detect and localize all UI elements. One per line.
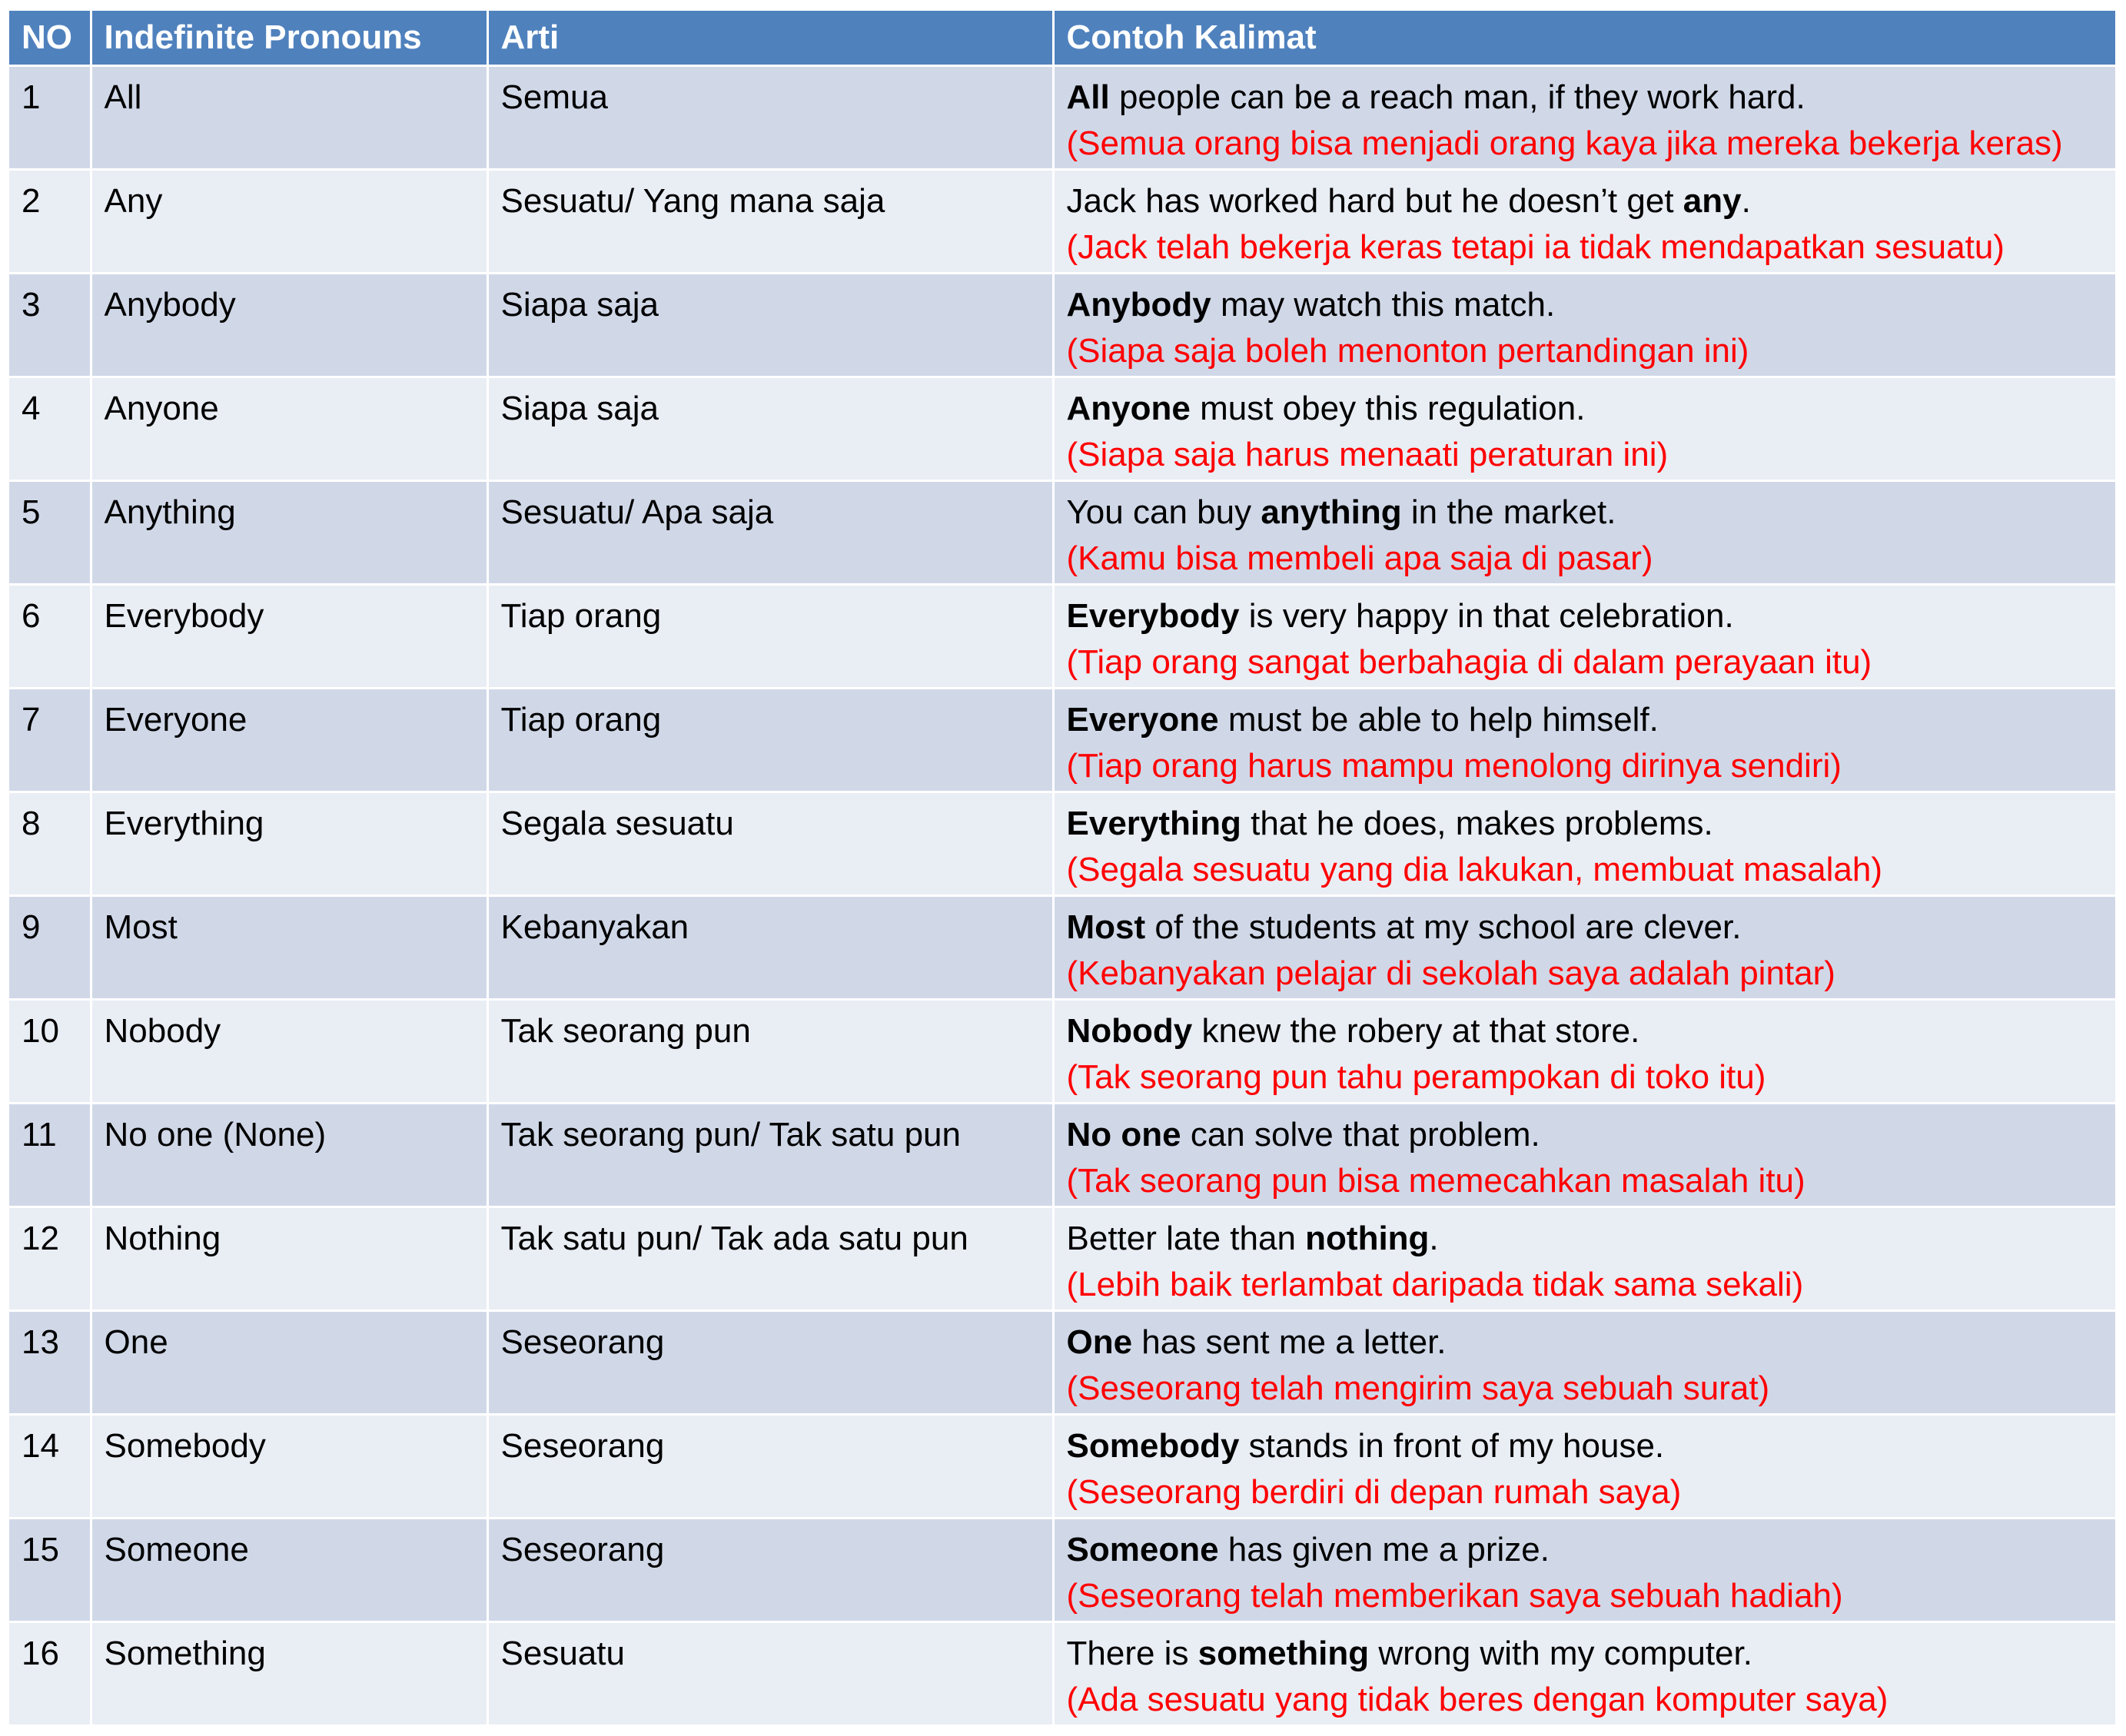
row-number: 7 xyxy=(9,689,91,792)
pronoun-table xyxy=(9,11,2115,1727)
example-sentence xyxy=(1067,1527,2104,1573)
example-after: has sent me a letter. xyxy=(1132,1323,1447,1361)
table-row xyxy=(9,1207,2115,1311)
example-cell xyxy=(1053,66,2115,170)
table-row xyxy=(9,170,2115,274)
example-pronoun: One xyxy=(1066,1323,1133,1361)
row-number: 10 xyxy=(9,1000,91,1104)
example-translation: (Siapa saja harus menaati peraturan ini) xyxy=(1066,436,1669,473)
example-before: You can buy xyxy=(1066,493,1261,531)
example-sentence xyxy=(1067,1631,2104,1677)
table-row xyxy=(9,481,2115,585)
arti-cell: Siapa saja xyxy=(487,274,1053,377)
example-cell xyxy=(1053,792,2115,896)
example-cell xyxy=(1053,1207,2115,1311)
example-pronoun: Everyone xyxy=(1066,701,1219,739)
row-number: 12 xyxy=(9,1207,91,1311)
pronoun-cell: Everybody xyxy=(91,585,487,689)
header-no: NO xyxy=(9,11,91,66)
example-before: There is xyxy=(1066,1635,1198,1672)
example-translation: (Tiap orang harus mampu menolong dirinya sendiri) xyxy=(1066,747,1842,785)
example-translation: (Ada sesuatu yang tidak beres dengan komputer saya) xyxy=(1066,1681,1888,1718)
example-after: may watch this match. xyxy=(1211,286,1556,324)
header-contoh: Contoh Kalimat xyxy=(1053,11,2115,66)
example-sentence xyxy=(1067,1423,2104,1469)
arti-cell: Semua xyxy=(487,66,1053,170)
example-after: that he does, makes problems. xyxy=(1241,805,1713,842)
example-pronoun: Anyone xyxy=(1066,390,1191,427)
row-number: 13 xyxy=(9,1311,91,1415)
example-after: can solve that problem. xyxy=(1181,1116,1540,1153)
example-cell xyxy=(1053,377,2115,481)
pronoun-cell: No one (None) xyxy=(91,1104,487,1207)
arti-cell: Kebanyakan xyxy=(487,896,1053,1000)
example-sentence xyxy=(1067,75,2104,121)
example-cell xyxy=(1053,1622,2115,1726)
pronoun-cell: Somebody xyxy=(91,1415,487,1519)
example-translation: (Kamu bisa membeli apa saja di pasar) xyxy=(1066,539,1653,577)
arti-cell: Tak satu pun/ Tak ada satu pun xyxy=(487,1207,1053,1311)
example-cell xyxy=(1053,1415,2115,1519)
example-pronoun: Everything xyxy=(1066,805,1241,842)
example-translation: (Seseorang telah mengirim saya sebuah surat) xyxy=(1066,1369,1770,1407)
pronoun-cell: Nothing xyxy=(91,1207,487,1311)
example-pronoun: anything xyxy=(1261,493,1402,531)
example-translation: (Lebih baik terlambat daripada tidak sama sekali) xyxy=(1066,1266,1804,1303)
header-arti: Arti xyxy=(487,11,1053,66)
example-after: stands in front of my house. xyxy=(1239,1427,1665,1465)
arti-cell: Tak seorang pun/ Tak satu pun xyxy=(487,1104,1053,1207)
example-cell xyxy=(1053,170,2115,274)
table-row xyxy=(9,689,2115,792)
example-before: Jack has worked hard but he doesn’t get xyxy=(1066,182,1683,220)
table-row xyxy=(9,792,2115,896)
example-sentence xyxy=(1067,1319,2104,1366)
example-cell xyxy=(1053,585,2115,689)
table-row xyxy=(9,1000,2115,1104)
pronoun-cell: Everything xyxy=(91,792,487,896)
example-pronoun: Anybody xyxy=(1066,286,1211,324)
example-translation: (Seseorang berdiri di depan rumah saya) xyxy=(1066,1473,1682,1511)
pronoun-cell: Everyone xyxy=(91,689,487,792)
pronoun-cell: Nobody xyxy=(91,1000,487,1104)
row-number: 1 xyxy=(9,66,91,170)
arti-cell: Seseorang xyxy=(487,1519,1053,1622)
example-cell xyxy=(1053,1000,2115,1104)
example-sentence xyxy=(1067,1112,2104,1158)
example-cell xyxy=(1053,481,2115,585)
row-number: 16 xyxy=(9,1622,91,1726)
example-sentence xyxy=(1067,386,2104,432)
example-translation: (Jack telah bekerja keras tetapi ia tidak mendapatkan sesuatu) xyxy=(1066,228,2005,266)
example-sentence xyxy=(1067,490,2104,536)
row-number: 11 xyxy=(9,1104,91,1207)
table-row xyxy=(9,1104,2115,1207)
example-translation: (Tiap orang sangat berbahagia di dalam perayaan itu) xyxy=(1066,643,1872,681)
example-after: of the students at my school are clever. xyxy=(1145,908,1742,946)
row-number: 6 xyxy=(9,585,91,689)
pronoun-cell: Most xyxy=(91,896,487,1000)
example-translation: (Semua orang bisa menjadi orang kaya jika mereka bekerja keras) xyxy=(1066,124,2063,162)
example-sentence xyxy=(1067,1216,2104,1262)
row-number: 4 xyxy=(9,377,91,481)
table-header-row xyxy=(9,11,2115,66)
arti-cell: Segala sesuatu xyxy=(487,792,1053,896)
example-after: must obey this regulation. xyxy=(1190,390,1586,427)
example-pronoun: Everybody xyxy=(1066,597,1240,635)
example-sentence xyxy=(1067,697,2104,743)
arti-cell: Tiap orang xyxy=(487,689,1053,792)
row-number: 15 xyxy=(9,1519,91,1622)
row-number: 2 xyxy=(9,170,91,274)
pronoun-cell: Something xyxy=(91,1622,487,1726)
example-cell xyxy=(1053,689,2115,792)
row-number: 3 xyxy=(9,274,91,377)
row-number: 5 xyxy=(9,481,91,585)
example-after: in the market. xyxy=(1401,493,1616,531)
arti-cell: Sesuatu/ Yang mana saja xyxy=(487,170,1053,274)
pronoun-cell: Someone xyxy=(91,1519,487,1622)
arti-cell: Sesuatu xyxy=(487,1622,1053,1726)
table-row xyxy=(9,377,2115,481)
example-cell xyxy=(1053,274,2115,377)
example-after: is very happy in that celebration. xyxy=(1239,597,1734,635)
table-row xyxy=(9,896,2115,1000)
arti-cell: Seseorang xyxy=(487,1415,1053,1519)
pronoun-cell: Any xyxy=(91,170,487,274)
table-row xyxy=(9,274,2115,377)
example-after: people can be a reach man, if they work hard. xyxy=(1109,78,1805,116)
example-sentence xyxy=(1067,178,2104,224)
example-cell xyxy=(1053,1311,2115,1415)
example-after: . xyxy=(1429,1220,1439,1257)
example-after: wrong with my computer. xyxy=(1369,1635,1752,1672)
example-pronoun: No one xyxy=(1066,1116,1181,1153)
pronoun-cell: Anybody xyxy=(91,274,487,377)
example-pronoun: Most xyxy=(1066,908,1146,946)
example-after: knew the robery at that store. xyxy=(1192,1012,1640,1050)
example-pronoun: something xyxy=(1198,1635,1370,1672)
example-translation: (Segala sesuatu yang dia lakukan, membuat masalah) xyxy=(1066,851,1882,888)
example-after: has given me a prize. xyxy=(1218,1531,1550,1568)
example-after: must be able to help himself. xyxy=(1218,701,1659,739)
example-sentence xyxy=(1067,282,2104,328)
table-row xyxy=(9,1311,2115,1415)
example-cell xyxy=(1053,1104,2115,1207)
example-after: . xyxy=(1741,182,1751,220)
example-cell xyxy=(1053,1519,2115,1622)
header-pronoun: Indefinite Pronouns xyxy=(91,11,487,66)
example-sentence xyxy=(1067,593,2104,639)
table-row xyxy=(9,1519,2115,1622)
example-before: Better late than xyxy=(1066,1220,1306,1257)
pronoun-cell: One xyxy=(91,1311,487,1415)
example-translation: (Tak seorang pun bisa memecahkan masalah itu) xyxy=(1066,1162,1805,1200)
example-sentence xyxy=(1067,801,2104,847)
example-pronoun: Somebody xyxy=(1066,1427,1240,1465)
table-row xyxy=(9,585,2115,689)
example-sentence xyxy=(1067,1008,2104,1054)
example-pronoun: any xyxy=(1683,182,1742,220)
pronoun-cell: All xyxy=(91,66,487,170)
row-number: 9 xyxy=(9,896,91,1000)
table-row xyxy=(9,66,2115,170)
example-translation: (Siapa saja boleh menonton pertandingan ini) xyxy=(1066,332,1749,370)
example-translation: (Seseorang telah memberikan saya sebuah hadiah) xyxy=(1066,1577,1843,1615)
example-pronoun: nothing xyxy=(1305,1220,1430,1257)
example-pronoun: All xyxy=(1066,78,1110,116)
example-translation: (Tak seorang pun tahu perampokan di toko itu) xyxy=(1066,1058,1766,1096)
example-sentence xyxy=(1067,905,2104,951)
table-row xyxy=(9,1415,2115,1519)
table-row xyxy=(9,1622,2115,1726)
arti-cell: Siapa saja xyxy=(487,377,1053,481)
table-body xyxy=(9,66,2115,1726)
row-number: 8 xyxy=(9,792,91,896)
pronoun-cell: Anything xyxy=(91,481,487,585)
arti-cell: Sesuatu/ Apa saja xyxy=(487,481,1053,585)
arti-cell: Seseorang xyxy=(487,1311,1053,1415)
example-cell xyxy=(1053,896,2115,1000)
example-pronoun: Someone xyxy=(1066,1531,1219,1568)
example-pronoun: Nobody xyxy=(1066,1012,1193,1050)
row-number: 14 xyxy=(9,1415,91,1519)
example-translation: (Kebanyakan pelajar di sekolah saya adalah pintar) xyxy=(1066,954,1835,992)
pronoun-cell: Anyone xyxy=(91,377,487,481)
arti-cell: Tiap orang xyxy=(487,585,1053,689)
arti-cell: Tak seorang pun xyxy=(487,1000,1053,1104)
